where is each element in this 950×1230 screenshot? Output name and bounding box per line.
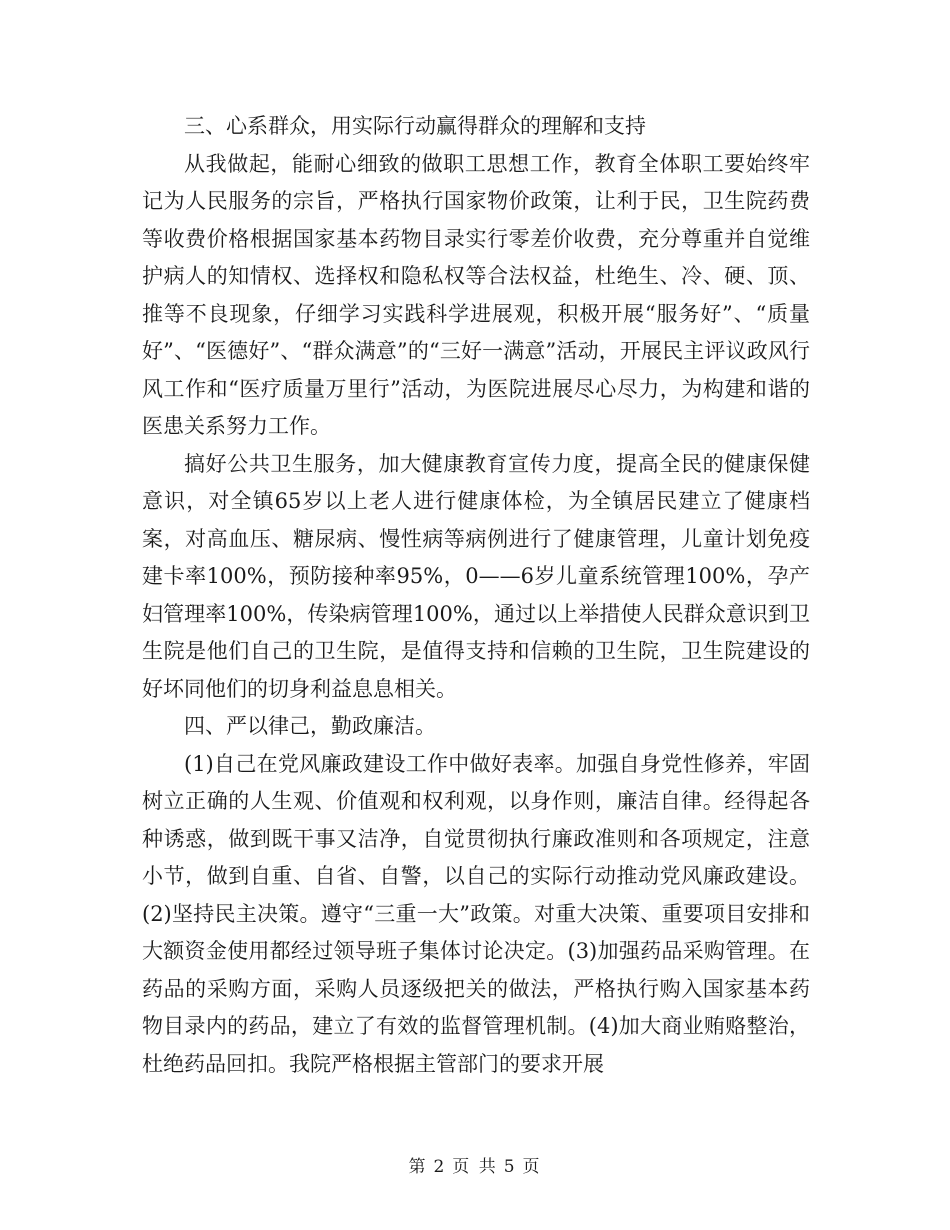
body-paragraph: (1)自己在党风廉政建设工作中做好表率。加强自身党性修养，牢固树立正确的人生观、价值观和权利观，以身作则，廉洁自律。经得起各种诱惑，做到既干事又洁净，自觉贯彻执行廉政准则和各项规定，注意小节，做到自重、自省、自警，以自己的实际行动推动党风廉政建设。(2)坚持民主决策。遵守“三重一大”政策。对重大决策、重要项目安排和大额资金使用都经过领导班子集体讨论决定。(3)加强药品采购管理。在药品的采购方面，采购人员逐级把关的做法，严格执行购入国家基本药物目录内的药品，建立了有效的监督管理机制。(4)加大商业贿赂整治，杜绝药品回扣。我院严格根据主管部门的要求开展: [142, 751, 810, 1076]
document-body: [142, 108, 810, 1083]
section-heading-4: 四、严以律己，勤政廉洁。: [184, 714, 436, 738]
current-page-number: 2: [433, 1157, 447, 1177]
footer-prefix: 第: [408, 1157, 428, 1177]
footer-suffix: 页: [522, 1157, 542, 1177]
footer-middle: 页 共: [452, 1157, 498, 1177]
body-paragraph: 从我做起，能耐心细致的做职工思想工作，教育全体职工要始终牢记为人民服务的宗旨，严格执行国家物价政策，让利于民，卫生院药费等收费价格根据国家基本药物目录实行零差价收费，充分尊重并自觉维护病人的知情权、选择权和隐私权等合法权益，杜绝生、冷、硬、顶、推等不良现象，仔细学习实践科学进展观，积极开展“服务好”、“质量好”、“医德好”、“群众满意”的“三好一满意”活动，开展民主评议政风行风工作和“医疗质量万里行”活动，为医院进展尽心尽力，为构建和谐的医患关系努力工作。: [142, 151, 810, 438]
total-page-number: 5: [503, 1157, 517, 1177]
body-paragraph: 搞好公共卫生服务，加大健康教育宣传力度，提高全民的健康保健意识，对全镇65岁以上老人进行健康体检，为全镇居民建立了健康档案，对高血压、糖尿病、慢性病等病例进行了健康管理，儿童计划免疫建卡率100%，预防接种率95%，0——6岁儿童系统管理100%，孕产妇管理率100%，传染病管理100%，通过以上举措使人民群众意识到卫生院是他们自己的卫生院，是值得支持和信赖的卫生院，卫生院建设的好坏同他们的切身利益息息相关。: [142, 451, 810, 701]
page-footer: [0, 1152, 950, 1177]
section-heading-3: 三、心系群众，用实际行动赢得群众的理解和支持: [184, 114, 646, 138]
